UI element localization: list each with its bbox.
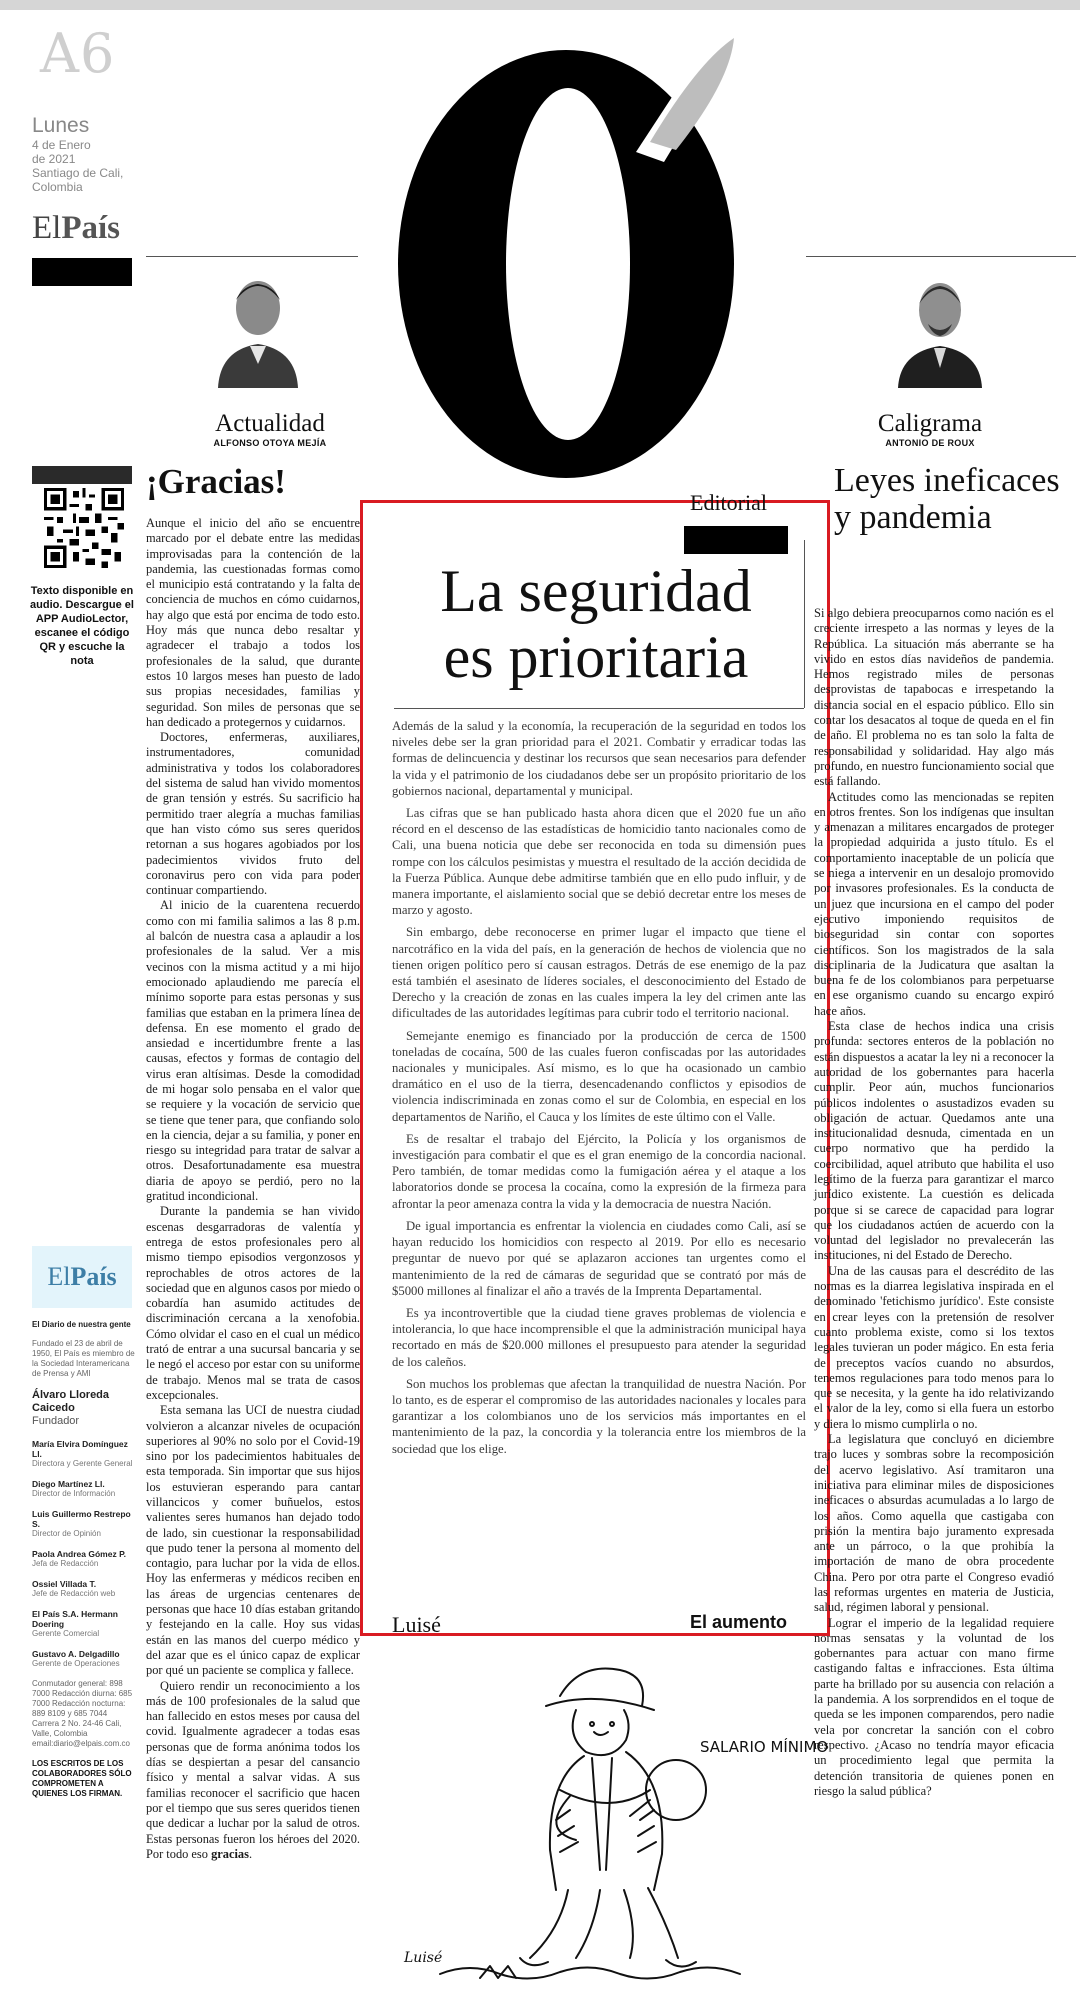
columnist-photo-right (890, 268, 990, 388)
article-headline: Leyes ineficaces y pandemia (834, 462, 1060, 536)
editorial-title (384, 558, 808, 690)
editorial-bar (684, 526, 788, 554)
article-paragraph: Esta semana las UCI de nuestra ciudad volvieron a alcanzar niveles de ocupación superiores al 90% no solo por el Covid-19 sino por los padecimientos habituales de esta temporada. Sin importar que sus hijos los estuvieran esperando para cantar villancicos y comer buñuelos, estos valientes seres humanos han dejado todo de lado, sin cuestionar la responsabilidad que pudo tener la persona al momento del contagio, para luchar por la vida de ellos. Hoy las enfermeras y médicos reciben en las áreas de urgencias centenares de personas que hace 10 días estaban gritando y festejando en la calle. Hoy sus vidas están en las manos del cuerpo médico y del azar que es el único capaz de explicar por qué un paciente se complica y fallece. (146, 1403, 360, 1678)
article-paragraph: Al inicio de la cuarentena recuerdo como con mi familia salimos a las 8 p.m. al balcón de nuestra casa a aplaudir a los profesionales de la salud. Ver a mis vecinos con la misma actitud y a mi hijo emocionado aplaudiendo me parecía el mínimo soporte para estas personas y sus familias que estaban en la primera línea de defensa. En ese momento el grado de ansiedad e incertidumbre frente a las causas, efectos y formas de contagio del virus eran altísimas. Desde la comodidad de mi hogar solo pensaba en el valor que se requiere y la vocación de servicio que se tiene que tener para, que confiando solo en la ciencia, dejar a su familia, y poner en riesgo su integridad para tratar de salvar a otros. Desafortunadamente esa muestra diaria de apoyo se perdió, pero no la gratitud incondicional. (146, 898, 360, 1204)
staff-role: Director de Opinión (32, 1529, 101, 1538)
article-headline: ¡Gracias! (146, 462, 286, 501)
editorial-paragraph: Es ya incontrovertible que la ciudad tiene graves problemas de violencia e intolerancia, lo que hace incomprensible el que la administración municipal haya recortado en más de $20.000 millones el presupuesto para atender la seguridad de los caleños. (392, 1305, 806, 1369)
founder-name: Álvaro Lloreda Caicedo (32, 1389, 110, 1414)
article-paragraph: Esta clase de hechos indica una crisis profunda: sectores enteros de la población no están dispuestos a acatar la ley ni a reconocer la autoridad de los gobernantes para hacerla cumplir. Peor aún, muchos funcionarios públicos indolentes o asustadizos evaden su obligación de actuar. Quedamos ante una institucionalidad desnuda, cimentada en un cuerpo normativo que ha perdido la coercibilidad, aquel atributo que habilita el uso legítimo de la fuerza para garantizar el marco jurídico existente. La cuestión es delicada porque si se carece de capacidad para lograr que los ciudadanos actúen de acuerdo con la voluntad del legislador no prevalecerán las instituciones, ni del Estado de Derecho. (814, 1019, 1054, 1263)
qr-bar (32, 466, 132, 484)
closing-word: gracias (211, 1846, 249, 1861)
article-paragraph: Una de las causas para el descrédito de las normas es la diarrea legislativa inspirada en el denominado 'fetichismo jurídico'. Este consiste en crear leyes con la pretensión de resolver cuanto problema existe, como si los textos legales tuvieran un poder mágico. En esta feria de preceptos vacíos cuando no absurdos, tenemos regulaciones para todo menos para lo que se necesita, y la gente ha ido relativizando el valor de la ley, como si ella fuera un estorbo y diera lo mismo cumplirla o no. (814, 1263, 1054, 1431)
column-author: ALFONSO OTOYA MEJÍA (213, 438, 327, 448)
cartoon-author: Luisé (392, 1612, 441, 1637)
logo-part: País (70, 1262, 117, 1291)
dateline (32, 138, 142, 194)
staff-name: El País S.A. Hermann Doering (32, 1609, 118, 1629)
article-paragraph (146, 1679, 360, 1863)
staff-role: Director de Información (32, 1489, 116, 1498)
cartoon-title: El aumento (690, 1612, 788, 1632)
staff-name: Ossiel Villada T. (32, 1579, 97, 1589)
editorial-label: Editorial (690, 490, 767, 515)
editorial-title-line: es prioritaria (443, 624, 749, 690)
staff-role: Jefa de Redacción (32, 1559, 99, 1568)
founder-role: Fundador (32, 1415, 80, 1427)
column-name: Caligrama (877, 410, 983, 437)
article-paragraph: Actitudes como las mencionadas se repiten en otros frentes. Son los indígenas que insultan y amenazan a militares encargados de proteger la propiedad adquirida a justo título. Es el comportamiento inaceptable de un policía que se niega a intervenir en un desalojo promovido por invasores profesionales. Es la conducta de un juez que incursiona en el campo del poder ejecutivo imponiendo requisitos de bioseguridad sin contar con soportes científicos. Son los magistrados de la sala disciplinaria de la Judicatura que asaltan la buena fe de los colombianos para perpetuarse en ese organismo cuando su encargo expiró hace años. (814, 789, 1054, 1018)
staff-tagline: El Diario de nuestra gente (32, 1320, 131, 1329)
logo-part: El (32, 210, 62, 246)
editorial-paragraph: Además de la salud y la economía, la recuperación de la seguridad en todos los niveles debe ser la gran prioridad para el 2021. Combatir y erradicar todas las formas de delincuencia y destinar los recursos que sean necesarios para defender la vida y el patrimonio de los ciudadanos debe ser un propósito prioritario de los gobiernos nacional, departamental y municipal. (392, 719, 806, 798)
page-number: A6 (40, 22, 116, 85)
staff-name: Gustavo A. Delgadillo (32, 1649, 120, 1659)
staff-name: Paola Andrea Gómez P. (32, 1549, 127, 1559)
staff-role: Jefe de Redacción web (32, 1589, 116, 1598)
editorial-paragraph: Es de resaltar el trabajo del Ejército, la Policía y los organismos de investigación para combatir el que es el gran enemigo de la concordia nacional. Pero también, de tomar medidas como la fumigación aérea y el ataque a los laboratorios donde se procesa la cocaína, como la expresión de la firmeza para afrontar la peor amenaza contra la vida y la democracia de nuestra Nación. (392, 1131, 806, 1211)
staff-role: Directora y Gerente General (32, 1459, 133, 1468)
editorial-paragraph: De igual importancia es enfrentar la violencia en ciudades como Cali, así se hayan reducido los homicidios con respecto al 2019. Por ello es necesario preguntar de nuevo por qué se aplazaron acciones tan urgentes como el mantenimiento de la red de cámaras de seguridad que se contrató por más de $5000 millones al finalizar el año a través de la Imprenta Departamental. (392, 1218, 806, 1298)
column-author: ANTONIO DE ROUX (885, 438, 975, 448)
cartoon-signature: Luisé (404, 1950, 443, 1966)
article-paragraph: Lograr el imperio de la legalidad requiere normas sensatas y la voluntad de los gobernantes para actuar con mano firme castigando faltas e infracciones. Esta última parte ha brillado por su ausencia con relación a la pandemia. A los sorprendidos en el toque de queda se les imponen comparendos, pero nadie vela por concretar la sanción con el cobro respectivo. ¿Acaso no tendría mayor eficacia un procedimiento legal que permita la detención transitoria de quienes ponen en riesgo la salud pública? (814, 1615, 1054, 1798)
staff-founded: Fundado el 23 de abril de 1950, El País es miembro de la Sociedad Interamericana de Prensa y AMI (32, 1339, 135, 1378)
logo-part: País (61, 210, 120, 246)
date-line: de 2021 (32, 152, 76, 166)
date-line: 4 de Enero (32, 138, 91, 152)
staff-box (32, 1320, 136, 1799)
staff-contact: Conmutador general: 898 7000 Redacción diurna: 685 7000 Redacción nocturna: 889 8109 y 685 7044 Carrera 2 No. 24-46 Cali, Valle, Colombia email:diario@elpais.com.co (32, 1679, 133, 1748)
article-paragraph: Aunque el inicio del año se encuentre marcado por el debate entre las medidas improvisadas para la contención de la pandemia, las cuestionadas formas como el municipio está contratando y la falta de conciencia de muchos en cómo cuidarnos, hay algo que está por encima de todo esto. Hoy más que nunca debo resaltar y agradecer el trabajo a todos los profesionales de la salud, que durante estos 10 largos meses han puesto de lado sus propias necesidades, familias y seguridad. Son miles de personas que se han dedicado a protegernos y cuidarnos. (146, 516, 360, 729)
columnist-photo-left (208, 268, 308, 388)
editorial-paragraph: Las cifras que se han publicado hasta ahora dicen que el 2020 fue un año récord en el descenso de las estadísticas de homicidio tanto nacionales como de Cali, una buena noticia que debe ser reconocida en toda su dimensión pues rompe con los cálculos pesimistas y muestra el resultado de la acción decidida de la Fuerza Pública. Aunque debe admitirse también que en ello pudo influir, y de manera importante, el aislamiento social que se debió decretar entre los meses de marzo y agosto. (392, 806, 806, 918)
staff-name: María Elvira Domínguez Ll. (32, 1439, 128, 1459)
qr-code-icon[interactable] (44, 488, 124, 568)
article-paragraph: Si algo debiera preocuparnos como nación es el creciente irrespeto a las normas y leyes de la República. La situación más aberrante se ha vivido en estos días navideños de pandemia. Hemos registrado miles de personas desprovistas de tapabocas e irrespetando la distancia social en el espacio público. Ello sin contar los desacatos al toque de queda en el fin de año. El problema no es tan solo la falta de responsabilidad y solidaridad. Hay algo más profundo, en nuestro funcionamiento social que está fallando. (814, 606, 1054, 789)
opinion-o-graphic (378, 2, 778, 482)
article-body-right (814, 606, 1054, 1986)
staff-role: Gerente de Operaciones (32, 1659, 120, 1668)
cartoon-caption: SALARIO MÍNIMO (700, 1738, 829, 1756)
logo-part: El (47, 1262, 71, 1291)
date-line: Colombia (32, 180, 83, 194)
staff-logo (32, 1262, 132, 1292)
logo-bar (32, 258, 132, 286)
staff-role: Gerente Comercial (32, 1629, 100, 1638)
divider (804, 540, 805, 708)
editorial-title-line: La seguridad (440, 558, 752, 624)
article-paragraph: La legislatura que concluyó en diciembre trajo luces y sombras sobre la recomposición del acervo legislativo. Así tramitaron una iniciativa para eliminar miles de disposiciones ineficaces o absurdas acumuladas a lo largo de los años. Como aquella que castigaba con prisión la mentira bajo juramento expresada ante un párroco, o la que prohibía la importación de mano de obra procedente China. Pero por otra parte el Congreso evadió las reformas urgentes en materia de Justicia, salud, régimen laboral y pensional. (814, 1432, 1054, 1615)
closing-punct: . (248, 1846, 253, 1861)
staff-notice: LOS ESCRITOS DE LOS COLABORADORES SÓLO COMPROMETEN A QUIENES LOS FIRMAN. (32, 1759, 132, 1798)
article-paragraph: Doctores, enfermeras, auxiliares, instrumentadores, comunidad administrativa y todos los colaboradores del sistema de salud han vivido momentos de gran tensión y estrés. Su sacrificio ha permitido traer alegría a muchas familias que han visto cómo sus seres queridos retornan a sus hogares agobiados por los padecimientos vividos fruto del coronavirus pero con vida para poder continuar compartiendo. (146, 730, 360, 898)
article-body-left (146, 516, 360, 1984)
newspaper-logo (32, 210, 120, 247)
editorial-paragraph: Sin embargo, debe reconocerse en primer lugar el impacto que tiene el narcotráfico en la vida del país, en la generación de hechos de violencia que no tienen origen político pero sí causan estragos. Detrás de ese enemigo de la paz está también el asesinato de líderes sociales, el desconocimiento del Estado de Derecho y la creación de zonas en las cuales impera la ley del crimen ante las dificultades de las autoridades legítimas para cubrir todo el territorio nacional. (392, 925, 806, 1021)
date-line: Santiago de Cali, (32, 166, 124, 180)
staff-name: Diego Martínez Ll. (32, 1479, 105, 1489)
divider (806, 256, 1076, 257)
editorial-body (392, 718, 806, 1608)
article-paragraph: Durante la pandemia se han vivido escenas desgarradoras de valentía y entrega de estos profesionales pero al mismo tiempo episodios vergonzosos y reprochables de otros actores de la sociedad que en algunos casos por miedo o cobardía han asumido actitudes de discriminación cercana a la xenofobia. Cómo olvidar el caso en el cual un médico trató de entrar a una sucursal bancaria y se le negó el acceso por estar con su uniforme de trabajo. Menos mal se trata de casos excepcionales. (146, 1204, 360, 1402)
column-name: Actualidad (215, 410, 325, 437)
paragraph-text: Quiero rendir un reconocimiento a los más de 100 profesionales de la salud que han fallecido en estos meses por causa del covid. Igualmente agradecer a todas esas personas que de forma anónima todos los días se despiertan a pesar del cansancio físico y mental a salvar vidas. A sus familias reconocer el sacrificio que hacen por el tiempo que sus seres queridos tienen que dedicar a luchar por la salud de otros. Estas personas fueron los héroes del 2020. Por todo eso (146, 1678, 360, 1861)
day-label: Lunes (32, 114, 90, 137)
editorial-paragraph: Son muchos los problemas que afectan la tranquilidad de nuestra Nación. Por lo tanto, es de esperar el compromiso de las autoridades nacionales y locales para garantizar a los colombianos uno de los servicios más importantes en el mantenimiento de la paz, la concordia y la tolerancia entre los miembros de la sociedad que los elige. (392, 1376, 806, 1456)
staff-name: Luis Guillermo Restrepo S. (32, 1509, 131, 1529)
divider (146, 256, 358, 257)
editorial-cartoon (380, 1640, 829, 1988)
qr-caption: Texto disponible en audio. Descargue el APP AudioLector, escanee el código QR y escuche la nota (30, 585, 134, 667)
divider (394, 708, 804, 709)
editorial-paragraph: Semejante enemigo es financiado por la producción de cerca de 1500 toneladas de cocaína, 500 de las cuales fueron confiscadas por las autoridades nacionales y municipales. Así mismo, es lo que ha ocasionado un cambio dramático en el uso de la tierra, desencadenando conflictos y episodios de violencia indiscriminada en zonas como el sur de Colombia, en especial en los departamentos de Nariño, el Cauca y los límites de este último con el Valle. (392, 1028, 806, 1124)
